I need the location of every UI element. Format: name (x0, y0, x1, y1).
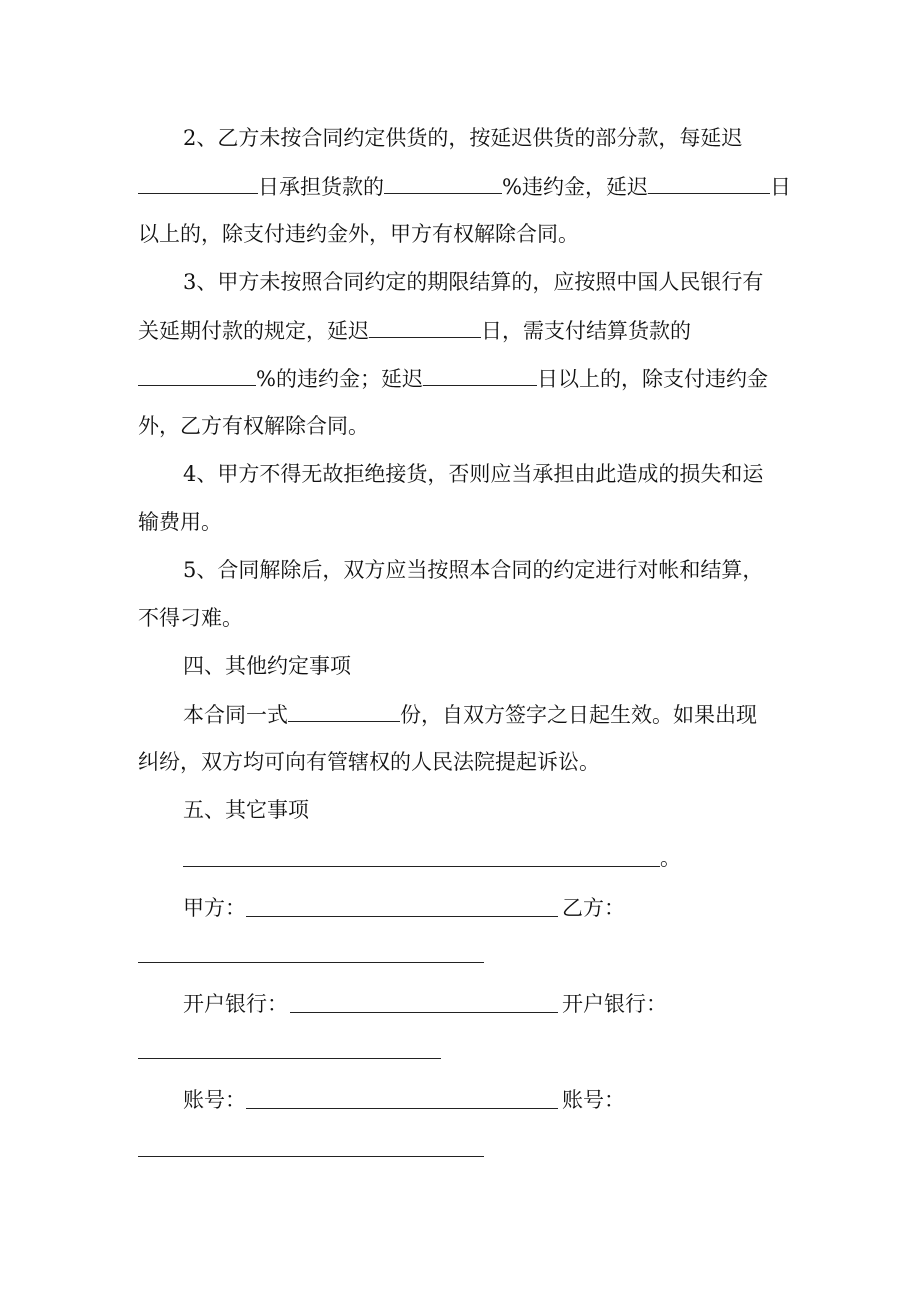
party-b-label (562, 893, 625, 923)
party-a-label (183, 893, 246, 923)
clause-3-text: 3、甲方未按照合同约定的期限结算的，应按照中国人民银行有 (183, 270, 764, 294)
section-4-text-b: 份，自双方签字之日起生效。如果出现 (400, 703, 757, 727)
party-b-blank[interactable] (138, 962, 484, 963)
party-a-label-text: 甲方： (183, 896, 246, 920)
other-matters-blank[interactable] (183, 866, 660, 867)
section-4-line-1 (183, 699, 757, 729)
clause-2-text-b: %违约金，延迟 (502, 175, 648, 199)
account-a-blank[interactable] (246, 1108, 558, 1109)
bank-a-label-text: 开户银行： (183, 992, 288, 1016)
clause-2-text-c: 日 (769, 175, 791, 199)
clause-3-text-b: 日，需支付结算货款的 (481, 319, 691, 343)
clause-4-text-end: 输费用。 (138, 510, 222, 534)
bank-a-blank[interactable] (290, 1012, 558, 1013)
clause-5-line-2 (138, 603, 243, 633)
clause-5-line-1 (183, 555, 763, 585)
clause-3-line-2 (138, 315, 691, 345)
clause-2-line-1 (183, 123, 742, 153)
payment-delay-days-blank[interactable] (369, 315, 481, 338)
clause-2-text-a: 日承担货款的 (258, 175, 384, 199)
delay-days-blank[interactable] (648, 171, 770, 194)
clause-4-text: 4、甲方不得无故拒绝接货，否则应当承担由此造成的损失和运 (183, 462, 764, 486)
account-a-label-text: 账号： (183, 1088, 246, 1112)
clause-2-line-3 (138, 219, 579, 249)
section-4-heading (183, 651, 351, 681)
clause-5-text: 5、合同解除后，双方应当按照本合同的约定进行对帐和结算， (183, 558, 764, 582)
bank-a-label (183, 989, 288, 1019)
days-blank[interactable] (138, 171, 258, 194)
section-4-text-end: 纠纷，双方均可向有管辖权的人民法院提起诉讼。 (138, 750, 600, 774)
bank-b-label (562, 989, 667, 1019)
bank-b-blank[interactable] (138, 1058, 441, 1059)
account-b-label-text: 账号： (562, 1088, 625, 1112)
section-5-heading-text: 五、其它事项 (183, 798, 309, 822)
section-5-end-mark (660, 843, 681, 873)
copies-blank[interactable] (288, 699, 400, 722)
penalty-percent-blank[interactable] (384, 171, 502, 194)
end-period: 。 (660, 846, 681, 870)
clause-2-text: 2、乙方未按合同约定供货的，按延迟供货的部分款，每延迟 (183, 126, 743, 150)
clause-3-text-c: %的违约金；延迟 (256, 367, 423, 391)
clause-3-line-1 (183, 267, 763, 297)
section-5-heading (183, 795, 309, 825)
party-b-label-text: 乙方： (562, 896, 625, 920)
clause-4-line-2 (138, 507, 222, 537)
clause-2-line-2 (138, 171, 791, 201)
payment-delay-limit-blank[interactable] (423, 363, 537, 386)
clause-3-text-d: 日以上的，除支付违约金 (536, 367, 768, 391)
section-4-line-2 (138, 747, 600, 777)
clause-3-text-end: 外，乙方有权解除合同。 (138, 414, 369, 438)
bank-b-label-text: 开户银行： (562, 992, 667, 1016)
party-a-blank[interactable] (246, 916, 558, 917)
account-a-label (183, 1085, 246, 1115)
section-4-text-a: 本合同一式 (183, 703, 288, 727)
clause-2-text-end: 以上的，除支付违约金外，甲方有权解除合同。 (138, 222, 579, 246)
payment-penalty-percent-blank[interactable] (138, 363, 256, 386)
account-b-blank[interactable] (138, 1156, 484, 1157)
clause-5-text-end: 不得刁难。 (138, 606, 243, 630)
clause-3-line-4 (138, 411, 369, 441)
clause-4-line-1 (183, 459, 763, 489)
clause-3-line-3 (138, 363, 768, 393)
clause-3-text-a: 关延期付款的规定，延迟 (138, 319, 369, 343)
account-b-label (562, 1085, 625, 1115)
section-4-heading-text: 四、其他约定事项 (183, 654, 351, 678)
